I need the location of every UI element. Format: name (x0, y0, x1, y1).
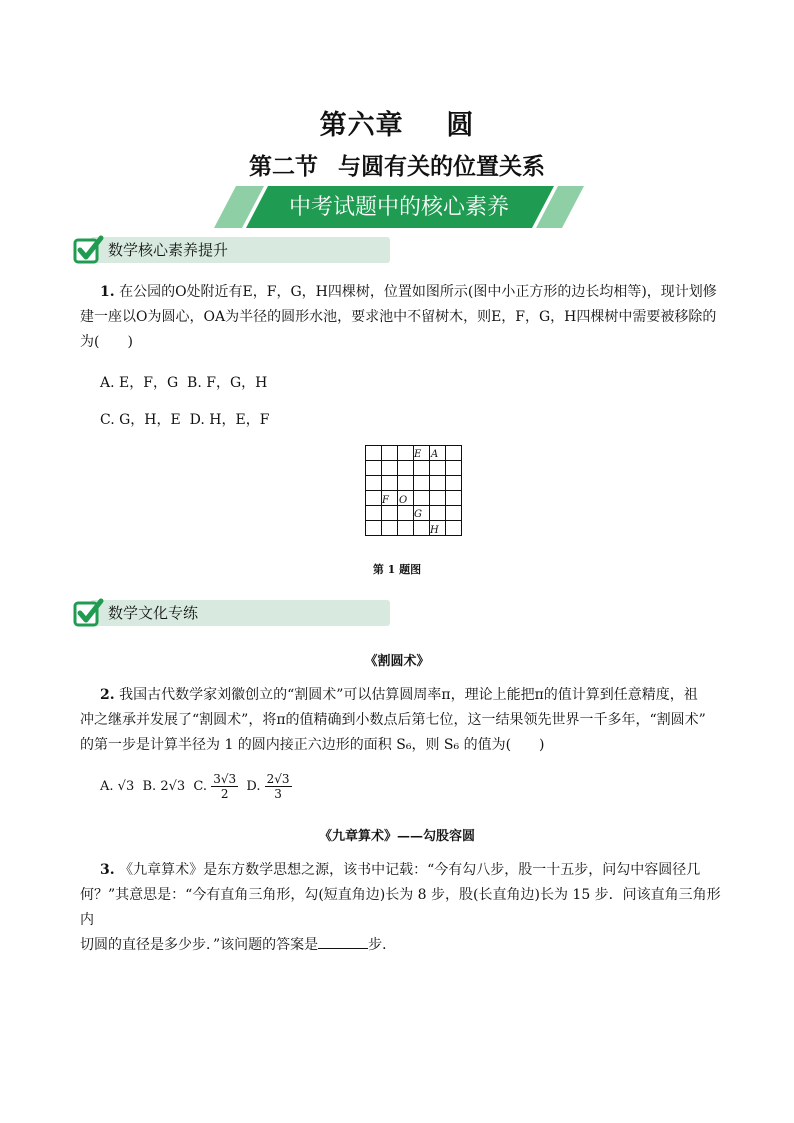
figure-caption: 第 1 题图 (372, 563, 422, 576)
option-a-label: A. (100, 779, 114, 794)
question-line-start: 切圆的直径是多少步．”该问题的答案是 (80, 937, 319, 953)
option-d: D. H，E，F (189, 412, 270, 428)
question-number: 1. (100, 284, 115, 300)
section-header-math-culture (72, 599, 392, 627)
section-name: 与圆有关的位置关系 (338, 154, 545, 180)
grid-label-h: H (430, 525, 439, 536)
banner-title: 中考试题中的核心素养 (288, 195, 509, 220)
sub-heading-gey-yuan-shu: 《割圆术》 (364, 654, 430, 669)
sub-heading-jiuzhang: 《九章算术》——勾股容圆 (318, 829, 475, 844)
question-1-options-row-1 (100, 372, 267, 392)
question-line: 冲之继承并发展了“割圆术”，将π的值精确到小数点后第七位，这一结果领先世界一千多年，“割圆术” (80, 712, 706, 728)
question-2-options (100, 772, 292, 802)
check-icon (72, 234, 104, 266)
answer-blank[interactable] (318, 936, 368, 949)
section-label: 数学文化专练 (108, 604, 199, 622)
fraction-denominator: 3 (274, 787, 282, 801)
option-c: C. G，H，E (100, 412, 181, 428)
question-line (80, 933, 730, 958)
check-icon (72, 597, 104, 629)
question-number: 3. (100, 862, 115, 878)
fraction-denominator: 2 (220, 787, 229, 801)
grid-figure (365, 445, 465, 537)
chapter-name: 圆 (446, 110, 475, 141)
question-number: 2. (100, 687, 115, 703)
grid-label-o: O (399, 495, 408, 506)
option-b: B. F，G，H (187, 375, 268, 391)
question-line: 为( ) (80, 334, 133, 350)
question-1-text (80, 280, 730, 355)
question-line: 《九章算术》是东方数学思想之源，该书中记载：“今有勾八步，股一十五步，问勾中容圆径几 (119, 862, 701, 878)
question-line-end: 步． (368, 937, 397, 953)
option-b-label: B. (142, 779, 157, 794)
question-line: 何？”其意思是：“今有直角三角形，勾(短直角边)长为 8 步，股(长直角边)长为 15 步．问该直角三角形内 (80, 887, 721, 928)
fraction-numerator: 3√3 (213, 772, 237, 786)
section-label: 数学核心素养提升 (108, 241, 229, 259)
question-3-text (80, 858, 730, 958)
chapter-title (0, 103, 794, 142)
grid-label-g: G (414, 509, 422, 520)
option-b: 2√3 (160, 779, 186, 794)
question-line: 建一座以O为圆心，OA为半径的圆形水池，要求池中不留树木，则E，F，G，H四棵树中需要被移除的 (80, 309, 717, 325)
chapter-number: 第六章 (319, 110, 404, 141)
option-c-label: C. (193, 779, 208, 794)
grid-label-e: E (414, 449, 422, 460)
grid-label-f: F (382, 495, 389, 506)
option-a: √3 (117, 779, 135, 794)
option-c-fraction (211, 772, 238, 801)
grid-label-a: A (431, 449, 439, 460)
section-title (0, 148, 794, 181)
option-a: A. E，F，G (100, 375, 179, 391)
question-line: 我国古代数学家刘徽创立的“割圆术”可以估算圆周率π，理论上能把π的值计算到任意精度，祖 (119, 687, 698, 703)
question-line: 的第一步是计算半径为 1 的圆内接正六边形的面积 S₆，则 S₆ 的值为( ) (80, 737, 545, 753)
section-header-core-literacy (72, 236, 392, 264)
option-d-label: D. (246, 779, 261, 794)
fraction-numerator: 2√3 (266, 772, 290, 786)
section-number: 第二节 (249, 154, 318, 180)
option-d-fraction (265, 772, 292, 801)
question-1-options-row-2 (100, 409, 269, 429)
question-line: 在公园的O处附近有E，F，G，H四棵树，位置如图所示(图中小正方形的边长均相等)，现计划修 (119, 284, 717, 300)
question-2-text (80, 683, 730, 758)
